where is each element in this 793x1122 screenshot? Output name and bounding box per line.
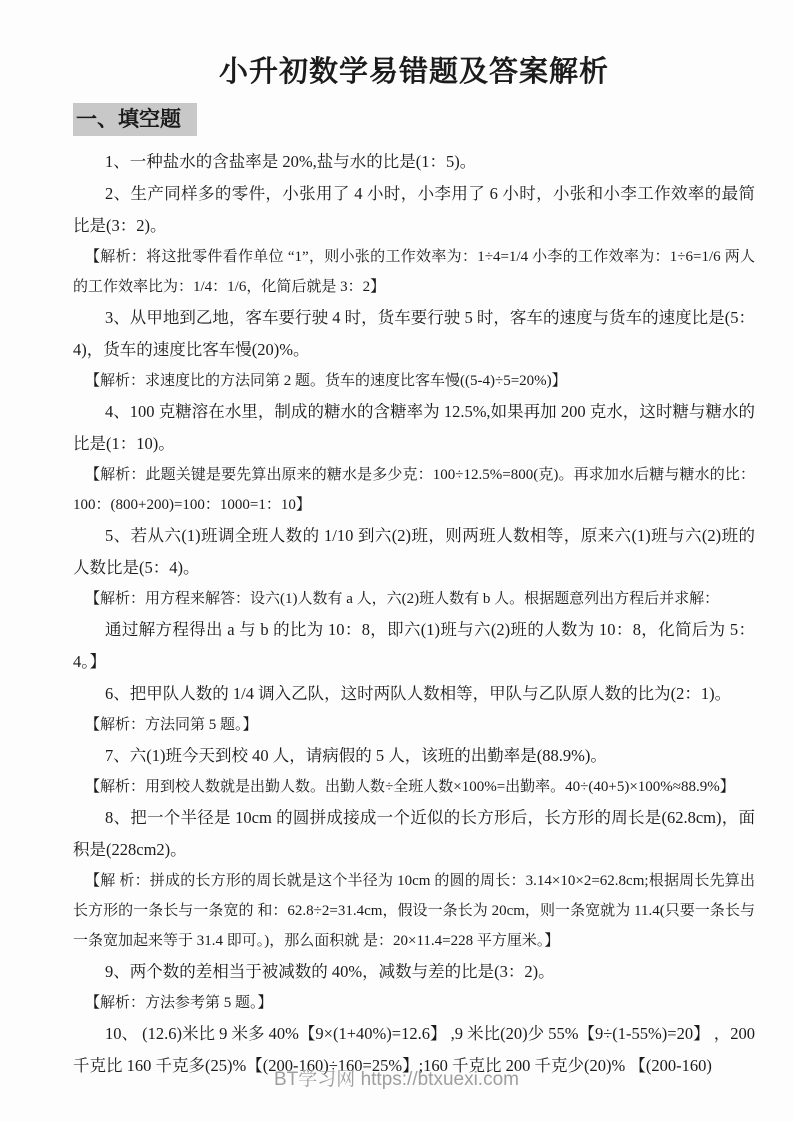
question-9: 9、两个数的差相当于被减数的 40%，减数与差的比是(3：2)。 [105, 962, 555, 981]
analysis-5-line2: 通过解方程得出 a 与 b 的比为 10：8，即六(1)班与六(2)班的人数为 10：8，化简后为 5：4。】 [73, 620, 755, 671]
analysis-4: 【解析：此题关键是要先算出原来的糖水是多少克：100÷12.5%=800(克)。再求加水后糖与糖水的比：100：(800+200)=100：1000=1：10】 [73, 467, 755, 513]
section-heading-row [73, 103, 755, 136]
footer-watermark: BT学习网 https://btxuexi.com [274, 1069, 519, 1090]
analysis-8: 【解 析：拼成的长方形的周长就是这个半径为 10cm 的圆的周长：3.14×10×2=62.8cm;根据周长先算出长方形的一条长与一条宽的 和：62.8÷2=31.4cm，假设一条长为 20cm，则一条宽就为 11.4(只要一条长与一条宽加起来等于 31.4 即可。)，那么面积就 是：20×11.4=228 平方厘米。】 [73, 873, 755, 949]
question-1: 1、一种盐水的含盐率是 20%,盐与水的比是(1：5)。 [105, 152, 477, 171]
question-4: 4、100 克糖溶在水里，制成的糖水的含糖率为 12.5%,如果再加 200 克水，这时糖与糖水的比是(1：10)。 [73, 402, 755, 453]
question-7: 7、六(1)班今天到校 40 人，请病假的 5 人，该班的出勤率是(88.9%)。 [105, 746, 607, 765]
section-heading-fill-in-blanks: 一、填空题 [73, 103, 197, 136]
analysis-2: 【解析：将这批零件看作单位 “1”，则小张的工作效率为：1÷4=1/4 小李的工作效率为：1÷6=1/6 两人的工作效率比为：1/4：1/6，化简后就是 3：2】 [73, 249, 755, 295]
analysis-5-line1: 【解析：用方程来解答：设六(1)人数有 a 人，六(2)班人数有 b 人。根据题意列出方程后并求解： [85, 591, 720, 607]
worksheet-body [73, 146, 755, 1082]
question-6: 6、把甲队人数的 1/4 调入乙队，这时两队人数相等，甲队与乙队原人数的比为(2：1)。 [105, 684, 732, 703]
page-title: 小升初数学易错题及答案解析 [218, 56, 609, 88]
question-2: 2、生产同样多的零件，小张用了 4 小时，小李用了 6 小时，小张和小李工作效率的最简比是(3：2)。 [73, 184, 755, 235]
analysis-7: 【解析：用到校人数就是出勤人数。出勤人数÷全班人数×100%=出勤率。40÷(40+5)×100%≈88.9%】 [85, 779, 735, 795]
analysis-9: 【解析：方法参考第 5 题。】 [85, 995, 273, 1011]
analysis-6: 【解析：方法同第 5 题。】 [85, 717, 258, 733]
question-5: 5、若从六(1)班调全班人数的 1/10 到六(2)班，则两班人数相等，原来六(1)班与六(2)班的人数比是(5：4)。 [73, 526, 755, 577]
analysis-3: 【解析：求速度比的方法同第 2 题。货车的速度比客车慢((5-4)÷5=20%)】 [85, 373, 567, 389]
question-10: 10、 (12.6)米比 9 米多 40%【9×(1+40%)=12.6】 ,9 米比(20)少 55%【9÷(1-55%)=20】 ，200 千克比 160 千克多(25)%【(200-160)÷160=25%】;160 千克比 200 千克少(20)% 【(200-160) [73, 1024, 755, 1075]
question-3: 3、从甲地到乙地，客车要行驶 4 时，货车要行驶 5 时，客车的速度与货车的速度比是(5：4)，货车的速度比客车慢(20)%。 [73, 308, 755, 359]
question-8: 8、把一个半径是 10cm 的圆拼成接成一个近似的长方形后，长方形的周长是(62.8cm)，面积是(228cm2)。 [73, 808, 755, 859]
